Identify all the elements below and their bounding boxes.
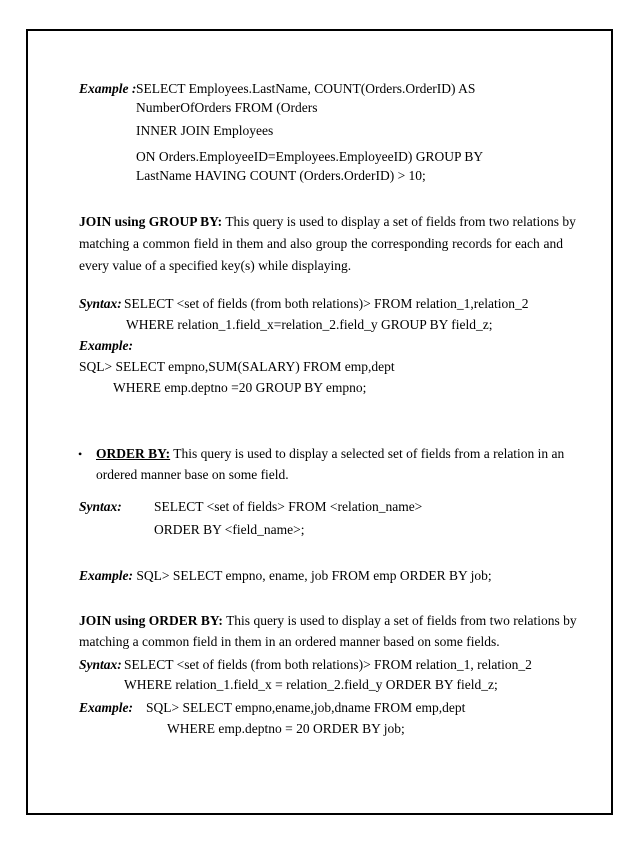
syntax-label: Syntax:: [79, 657, 122, 672]
syntax-line-1: SELECT <set of fields (from both relations)> FROM relation_1,relation_2: [124, 296, 529, 311]
syntax-label: Syntax:: [79, 296, 122, 311]
syntax-line-1: SELECT <set of fields> FROM <relation_name>: [154, 499, 423, 514]
example-sql: SQL> SELECT empno, ename, job FROM emp ORDER BY job;: [136, 568, 492, 583]
example-sql-line-1: SQL> SELECT empno,SUM(SALARY) FROM emp,dept: [79, 359, 395, 374]
example-sql-line-2: WHERE emp.deptno = 20 ORDER BY job;: [167, 721, 405, 736]
example-label: Example:: [79, 568, 133, 583]
join-group-by-paragraph-line-1: [79, 214, 576, 229]
syntax-line-2: WHERE relation_1.field_x = relation_2.field_y ORDER BY field_z;: [124, 677, 498, 692]
example-sql-line-2: NumberOfOrders FROM (Orders: [136, 100, 318, 115]
example-label: Example :: [79, 81, 137, 96]
example-sql-line-3: INNER JOIN Employees: [136, 123, 274, 138]
example-sql-line-2: WHERE emp.deptno =20 GROUP BY empno;: [113, 380, 367, 395]
join-order-by-description: This query is used to display a set of fields from two relations by: [226, 613, 577, 628]
join-order-by-heading: JOIN using ORDER BY:: [79, 613, 223, 628]
join-group-by-description: This query is used to display a set of fields from two relations by: [225, 214, 576, 229]
example-sql-line-1: SELECT Employees.LastName, COUNT(Orders.OrderID) AS: [136, 81, 476, 96]
page-border: [26, 29, 613, 815]
order-by-paragraph-line-2: ordered manner base on some field.: [96, 467, 289, 482]
example-sql-line-1: SQL> SELECT empno,ename,job,dname FROM emp,dept: [146, 700, 466, 715]
example-sql-line-5: LastName HAVING COUNT (Orders.OrderID) > 10;: [136, 168, 426, 183]
example-label: Example:: [79, 338, 133, 353]
join-order-by-paragraph-line-2: matching a common field in them in an ordered manner based on some fields.: [79, 634, 500, 649]
join-group-by-heading: JOIN using GROUP BY:: [79, 214, 223, 229]
order-by-paragraph-line-1: [96, 447, 564, 461]
syntax-label: Syntax:: [79, 499, 122, 514]
example-label: Example:: [79, 700, 133, 715]
example-sql-line-4: ON Orders.EmployeeID=Employees.EmployeeID) GROUP BY: [136, 149, 484, 164]
syntax-line-2: WHERE relation_1.field_x=relation_2.field_y GROUP BY field_z;: [126, 317, 493, 332]
order-by-heading: ORDER BY:: [96, 446, 171, 461]
order-by-example: [79, 569, 492, 583]
order-by-description: This query is used to display a selected set of fields from a relation in an: [173, 446, 565, 461]
join-group-by-paragraph-line-3: every value of a specified key(s) while displaying.: [79, 258, 352, 273]
syntax-line-1: SELECT <set of fields (from both relations)> FROM relation_1, relation_2: [124, 657, 532, 672]
join-group-by-paragraph-line-2: matching a common field in them and also group the corresponding records for each and: [79, 236, 563, 251]
syntax-line-2: ORDER BY <field_name>;: [154, 522, 305, 537]
bullet-icon: •: [78, 447, 83, 461]
join-order-by-paragraph-line-1: [79, 613, 577, 628]
